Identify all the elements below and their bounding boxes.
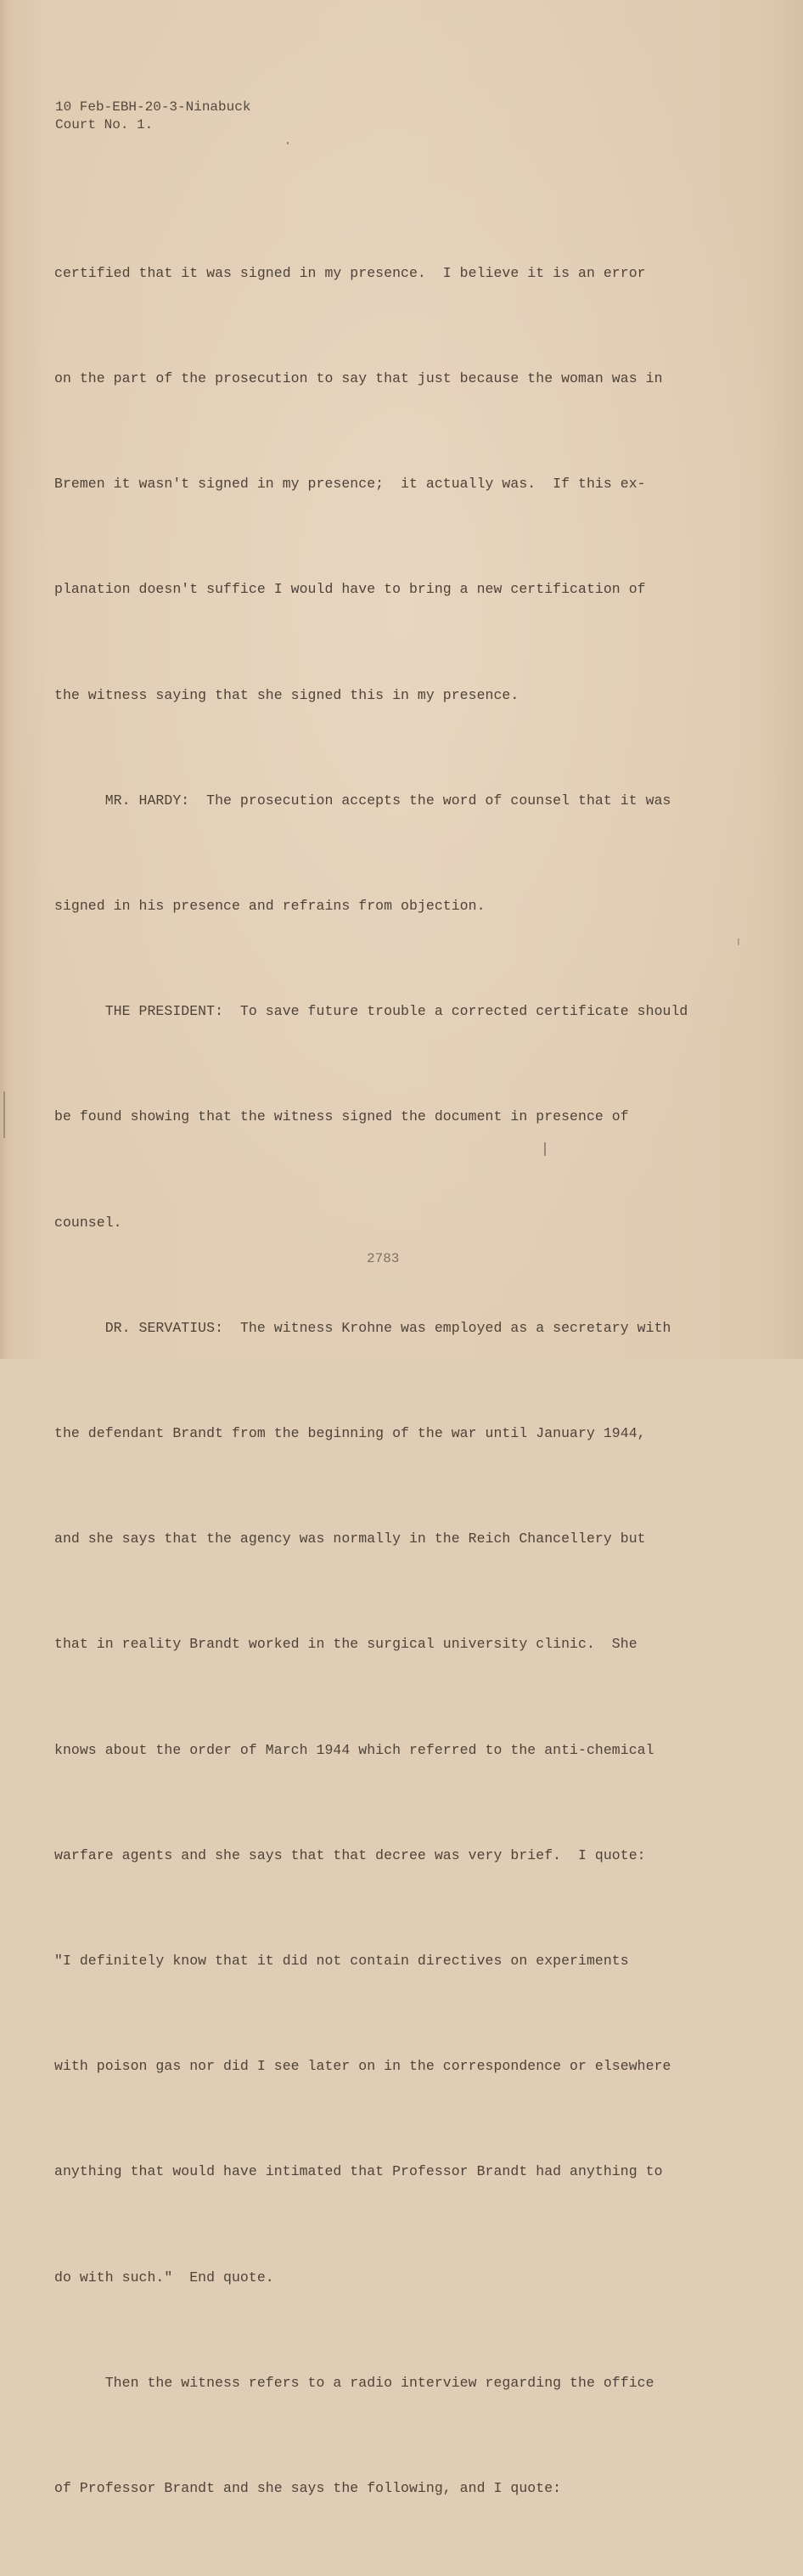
body-line-6: MR. HARDY: The prosecution accepts the word of counsel that it was [54,792,671,809]
body-line-8: THE PRESIDENT: To save future trouble a corrected certificate should [54,1003,688,1020]
body-line-1: certified that it was signed in my presence. I believe it is an error [54,264,646,281]
body-line-15: knows about the order of March 1944 which referred to the anti-chemical [54,1741,654,1758]
page-number: 2783 [367,1251,400,1266]
transcript-body [54,185,699,2576]
body-line-3: Bremen it wasn't signed in my presence; it actually was. If this ex- [54,476,646,493]
paper-speck [287,142,289,144]
paper-speck [738,939,739,945]
body-line-7: signed in his presence and refrains from objection. [54,898,486,915]
body-line-18: with poison gas nor did I see later on in the correspondence or elsewhere [54,2058,671,2075]
body-line-11: DR. SERVATIUS: The witness Krohne was employed as a secretary with [54,1319,671,1336]
header-line-2: Court No. 1. [55,117,154,132]
edge-mark [3,1091,5,1138]
page-left-edge [0,0,12,1359]
body-line-9: be found showing that the witness signed the document in presence of [54,1108,629,1125]
body-line-10: counsel. [54,1214,122,1231]
body-line-12: the defendant Brandt from the beginning of the war until January 1944, [54,1425,646,1442]
paper-speck [544,1142,546,1156]
document-header [55,99,250,134]
body-line-14: that in reality Brandt worked in the surgical university clinic. She [54,1636,637,1653]
body-line-22: of Professor Brandt and she says the following, and I quote: [54,2480,562,2497]
body-line-16: warfare agents and she says that that decree was very brief. I quote: [54,1846,646,1863]
body-line-2: on the part of the prosecution to say that just because the woman was in [54,370,663,387]
body-line-13: and she says that the agency was normally in the Reich Chancellery but [54,1530,646,1547]
body-line-5: the witness saying that she signed this in my presence. [54,686,519,703]
body-line-19: anything that would have intimated that Professor Brandt had anything to [54,2163,663,2180]
body-line-4: planation doesn't suffice I would have to bring a new certification of [54,581,646,598]
header-line-1: 10 Feb-EBH-20-3-Ninabuck [55,99,251,115]
body-line-21: Then the witness refers to a radio interview regarding the office [54,2374,654,2391]
body-line-17: "I definitely know that it did not contain directives on experiments [54,1953,629,1970]
body-line-20: do with such." End quote. [54,2269,274,2286]
